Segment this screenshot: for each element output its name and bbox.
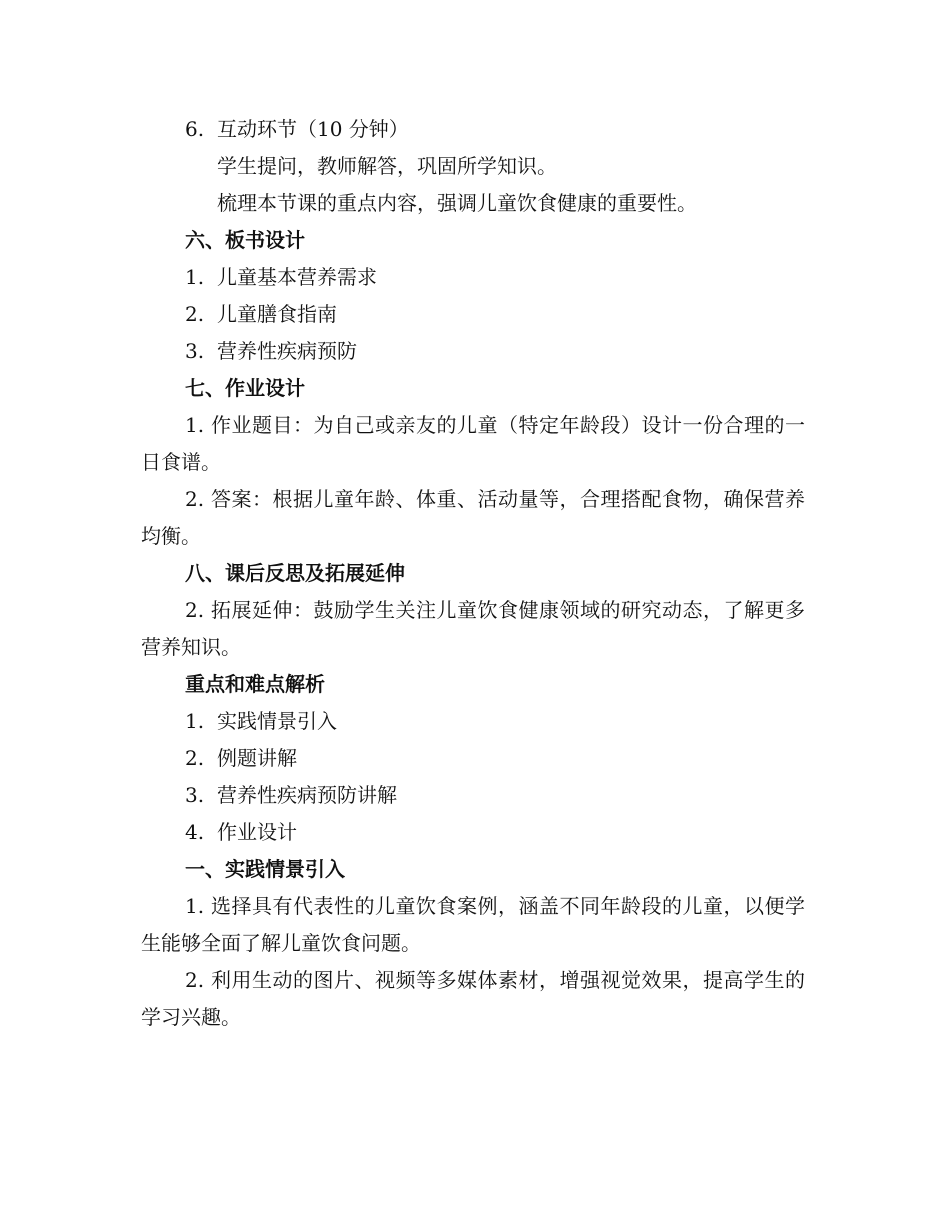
paragraph: 2. 答案：根据儿童年龄、体重、活动量等，合理搭配食物，确保营养均衡。 bbox=[141, 487, 805, 548]
paragraph: 1. 选择具有代表性的儿童饮食案例，涵盖不同年龄段的儿童，以便学生能够全面了解儿童饮食问题。 bbox=[141, 894, 805, 955]
paragraph-line: 梳理本节课的重点内容，强调儿童饮食健康的重要性。 bbox=[217, 191, 697, 215]
document-body bbox=[141, 111, 805, 1036]
section-heading-key-points: 重点和难点解析 bbox=[185, 672, 325, 696]
list-item bbox=[141, 259, 805, 296]
list-text: 儿童膳食指南 bbox=[217, 302, 337, 326]
list-item bbox=[141, 814, 805, 851]
section-heading-board-design: 六、板书设计 bbox=[185, 228, 305, 252]
list-text: 实践情景引入 bbox=[217, 709, 337, 733]
list-number: 3. bbox=[185, 783, 205, 807]
list-number: 4. bbox=[185, 820, 205, 844]
list-item bbox=[141, 740, 805, 777]
section-heading-reflection: 八、课后反思及拓展延伸 bbox=[185, 561, 405, 585]
list-text: 儿童基本营养需求 bbox=[217, 265, 377, 289]
section-heading-scenario: 一、实践情景引入 bbox=[185, 857, 345, 881]
paragraph-line: 学生提问，教师解答，巩固所学知识。 bbox=[217, 154, 557, 178]
list-number: 1. bbox=[185, 709, 205, 733]
list-item bbox=[141, 703, 805, 740]
list-item-interaction bbox=[141, 111, 805, 148]
list-text: 例题讲解 bbox=[217, 746, 297, 770]
list-text: 营养性疾病预防讲解 bbox=[217, 783, 397, 807]
list-text: 作业设计 bbox=[217, 820, 297, 844]
list-number: 3. bbox=[185, 339, 205, 363]
list-item bbox=[141, 777, 805, 814]
list-item bbox=[141, 333, 805, 370]
paragraph: 2. 拓展延伸：鼓励学生关注儿童饮食健康领域的研究动态，了解更多营养知识。 bbox=[141, 598, 805, 659]
list-number: 6. bbox=[185, 117, 205, 141]
section-heading-homework: 七、作业设计 bbox=[185, 376, 305, 400]
list-text: 互动环节（10 分钟） bbox=[217, 117, 409, 141]
list-number: 2. bbox=[185, 302, 205, 326]
list-item bbox=[141, 296, 805, 333]
paragraph: 2. 利用生动的图片、视频等多媒体素材，增强视觉效果，提高学生的学习兴趣。 bbox=[141, 968, 805, 1029]
list-number: 2. bbox=[185, 746, 205, 770]
paragraph: 1. 作业题目：为自己或亲友的儿童（特定年龄段）设计一份合理的一日食谱。 bbox=[141, 413, 805, 474]
list-text: 营养性疾病预防 bbox=[217, 339, 357, 363]
list-number: 1. bbox=[185, 265, 205, 289]
